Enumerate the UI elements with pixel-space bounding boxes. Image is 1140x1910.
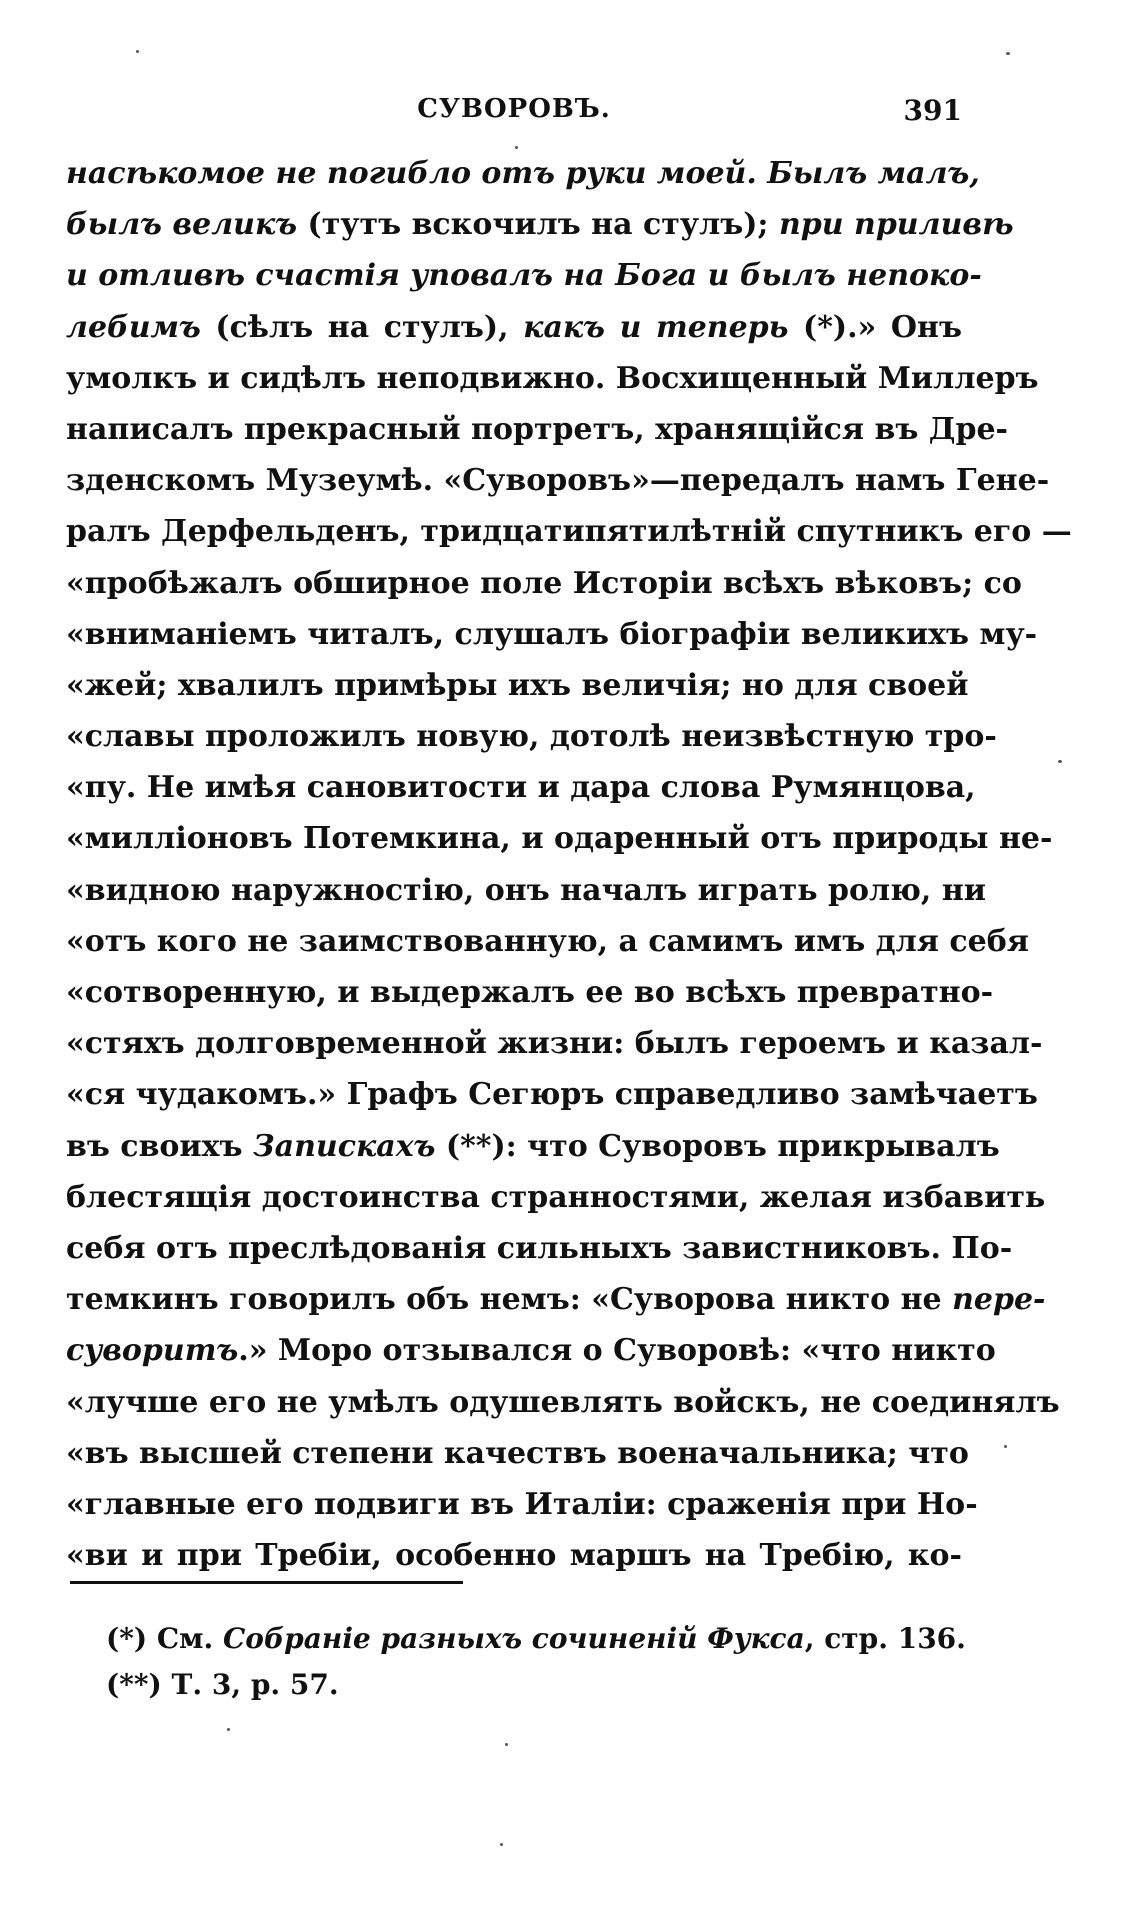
italic-text-run: пере- (952, 1282, 1046, 1318)
italic-text-run: какъ и теперь (523, 309, 789, 345)
text-line (66, 1172, 1046, 1223)
text-run: умолкъ и сидѣлъ неподвижно. Восхищенный Миллеръ (66, 360, 1039, 396)
text-run: «пробѣжалъ обширное поле Исторіи всѣхъ вѣковъ; со (66, 565, 1022, 601)
text-line (66, 404, 1008, 455)
text-run: (**): что Суворовъ прикрывалъ (435, 1128, 1000, 1164)
text-run: «вниманіемъ читалъ, слушалъ біографіи великихъ му- (66, 616, 1038, 652)
text-run: «сотворенную, и выдержалъ ее во всѣхъ превратно- (66, 975, 994, 1010)
text-line (66, 1223, 1013, 1274)
text-run: «ся чудакомъ.» Графъ Сегюръ справедливо замѣчаетъ (66, 1077, 1038, 1113)
text-run: зденскомъ Музеумѣ. «Суворовъ»—передалъ намъ Гене- (66, 463, 1050, 499)
paper-speck (515, 146, 518, 149)
paper-speck (1058, 760, 1062, 763)
text-run: (**) Т. 3, p. 57. (106, 1668, 339, 1701)
text-line (66, 1018, 1043, 1069)
footnote (106, 1616, 966, 1662)
text-line (66, 1121, 1000, 1172)
text-run: , стр. 136. (804, 1622, 966, 1655)
text-run: «славы проложилъ новую, дотолѣ неизвѣстную тро- (66, 719, 997, 755)
text-line (66, 1479, 978, 1530)
text-run: «пу. Не имѣя сановитости и дара слова Румянцова, (66, 770, 976, 806)
text-run: (*).» Онъ (788, 309, 962, 345)
text-line (66, 250, 982, 301)
text-run: (*) См. (106, 1622, 223, 1655)
text-line (66, 660, 969, 711)
text-run: .» Моро отзывался о Суворовѣ: «что никто (238, 1333, 996, 1369)
text-run: темкинъ говорилъ объ немъ: «Суворова никто не (66, 1282, 953, 1318)
text-run: «стяхъ долговременной жизни: былъ героемъ и казал- (66, 1026, 1043, 1062)
text-line (66, 711, 997, 762)
text-line (66, 353, 1039, 404)
paper-speck (505, 1743, 508, 1746)
text-run: «ви и при Требіи, особенно маршъ на Требію, ко- (66, 1538, 962, 1574)
text-line (66, 609, 1038, 660)
text-line (66, 199, 1014, 250)
italic-text-run: при приливѣ (778, 207, 1014, 243)
text-line (66, 302, 962, 353)
text-run: «милліоновъ Потемкина, и одаренный отъ природы не- (66, 821, 1053, 857)
text-run: «отъ кого не заимствованную, а самимъ имъ для себя (66, 923, 1029, 959)
text-line (66, 1325, 996, 1376)
text-line (66, 1428, 969, 1479)
text-line (66, 455, 1050, 506)
text-run: ралъ Дерфельденъ, тридцатипятилѣтній спутникъ его — (66, 514, 1072, 550)
text-run: «лучше его не умѣлъ одушевлять войскъ, не соединялъ (66, 1384, 1060, 1420)
text-line (66, 506, 1072, 557)
paper-speck (500, 1843, 503, 1846)
paper-speck (136, 50, 139, 53)
italic-text-run: и отливѣ счастія уповалъ на Бога и былъ непоко- (66, 258, 982, 294)
text-run: въ своихъ (66, 1128, 254, 1164)
text-line (66, 967, 994, 1018)
italic-text-run: лебимъ (66, 309, 201, 345)
page-number: 391 (903, 94, 962, 127)
text-run: (сѣлъ на стулъ), (200, 309, 524, 345)
text-run: «въ высшей степени качествъ военачальника; что (66, 1435, 969, 1471)
page-header (66, 94, 962, 134)
footnote-rule (70, 1581, 463, 1584)
italic-text-run: Собраніе разныхъ сочиненій Фукса (223, 1622, 805, 1655)
text-line (66, 1069, 1038, 1120)
text-run: (тутъ вскочилъ на стулъ); (297, 207, 779, 243)
text-line (66, 1274, 1046, 1325)
text-line (66, 813, 1053, 864)
footnotes (106, 1616, 966, 1708)
text-line (66, 1530, 962, 1581)
text-line (66, 865, 987, 916)
running-head: СУВОРОВЪ. (417, 94, 611, 124)
italic-text-run: насѣкомое не погибло отъ руки моей. Былъ малъ, (66, 156, 980, 191)
text-line (66, 558, 1022, 609)
text-line (66, 148, 980, 199)
text-run: написалъ прекрасный портретъ, хранящійся въ Дре- (66, 411, 1008, 447)
text-line (66, 916, 1029, 967)
text-run: «видною наружностію, онъ началъ играть ролю, ни (66, 872, 987, 908)
italic-text-run: суворитъ (66, 1333, 239, 1369)
italic-text-run: былъ великъ (66, 207, 298, 243)
text-run: «главные его подвиги въ Италіи: сраженія при Но- (66, 1486, 978, 1522)
paper-speck (1004, 1445, 1007, 1448)
paper-speck (1006, 52, 1010, 55)
text-run: себя отъ преслѣдованія сильныхъ завистниковъ. По- (66, 1230, 1013, 1266)
text-run: «жей; хвалилъ примѣры ихъ величія; но для своей (66, 667, 969, 703)
text-run: блестящія достоинства странностями, желая избавить (66, 1179, 1046, 1215)
text-line (66, 762, 976, 813)
footnote (106, 1662, 956, 1708)
body-text (66, 148, 1072, 1581)
paper-speck (227, 1728, 230, 1731)
text-line (66, 1377, 1060, 1428)
italic-text-run: Запискахъ (253, 1128, 436, 1164)
